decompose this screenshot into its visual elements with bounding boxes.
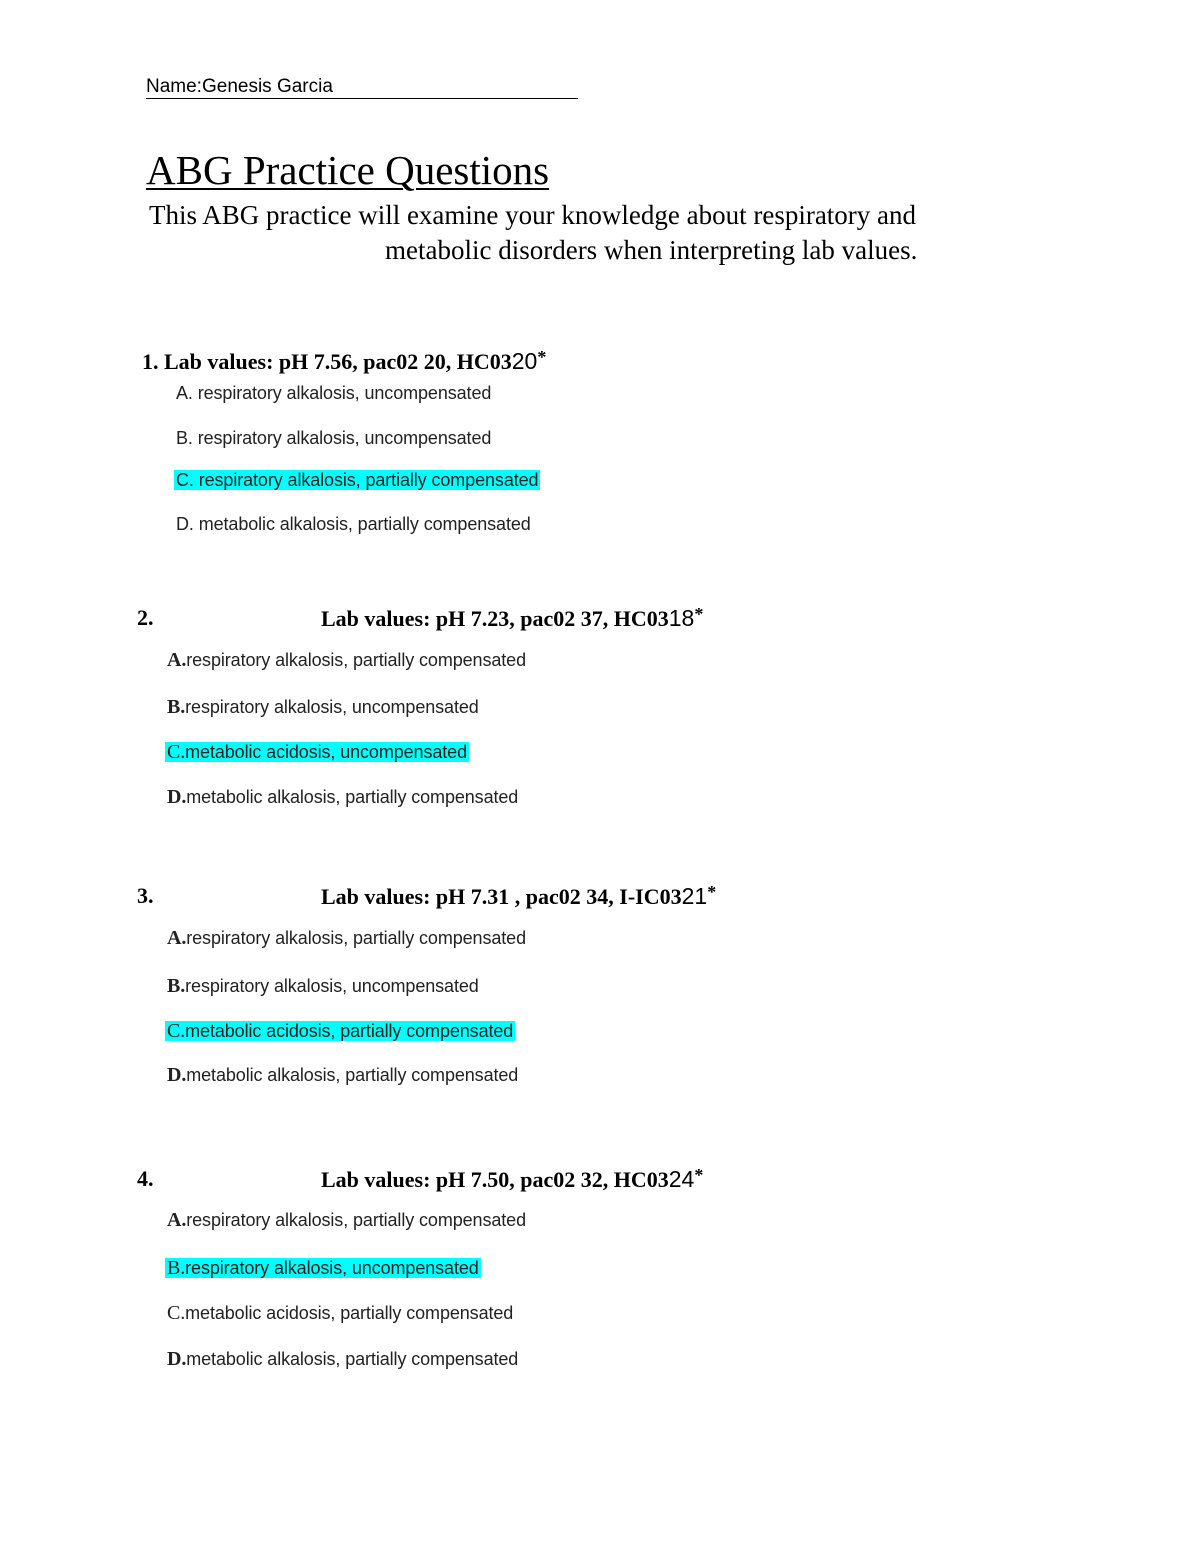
- question-1-option-c: [176, 468, 540, 493]
- question-3-star: *: [707, 882, 717, 902]
- question-2-option-a: [167, 648, 526, 673]
- question-1-option-a: [176, 381, 491, 406]
- question-1-stem: [142, 346, 546, 378]
- name-value: Genesis Garcia: [201, 76, 333, 97]
- option-text: respiratory alkalosis, partially compensated: [193, 470, 539, 490]
- intro-line-2: metabolic disorders when interpreting lab values.: [385, 235, 918, 265]
- question-2-option-b: [167, 695, 479, 720]
- question-4-star: *: [694, 1165, 704, 1185]
- question-3-option-c: [167, 1019, 515, 1044]
- option-letter: D.: [167, 786, 187, 808]
- question-3-prefix: Lab values: pH 7.31 , pac02 34, I-IC03: [321, 884, 682, 909]
- option-letter: A.: [167, 1209, 187, 1231]
- question-3-option-b: [167, 974, 479, 999]
- question-1-value: 20: [511, 348, 538, 374]
- question-2-stem: [321, 603, 703, 635]
- option-text: respiratory alkalosis, partially compensated: [186, 650, 527, 670]
- option-letter: C.: [176, 470, 194, 490]
- question-1-option-b: [176, 426, 491, 451]
- page-title: ABG Practice Questions: [146, 147, 550, 193]
- option-letter: D.: [167, 1348, 187, 1370]
- question-4-prefix: Lab values: pH 7.50, pac02 32, HC03: [321, 1167, 669, 1192]
- option-text: metabolic alkalosis, partially compensated: [186, 1065, 519, 1085]
- option-letter: C.: [167, 1020, 186, 1042]
- question-4-number: 4.: [137, 1166, 154, 1191]
- question-4-option-a: [167, 1208, 526, 1233]
- name-field: [146, 76, 578, 99]
- option-text: metabolic acidosis, uncompensated: [185, 742, 468, 762]
- question-1-number: 1.: [142, 349, 159, 374]
- option-text: metabolic alkalosis, partially compensated: [193, 514, 531, 534]
- option-letter: C.: [167, 1302, 186, 1324]
- question-4-option-c: [167, 1301, 513, 1326]
- question-1-prefix: Lab values: pH 7.56, pac02 20, HC03: [164, 349, 512, 374]
- question-2-prefix: Lab values: pH 7.23, pac02 37, HC03: [321, 606, 669, 631]
- option-text: respiratory alkalosis, uncompensated: [192, 383, 492, 403]
- option-text: respiratory alkalosis, partially compensated: [186, 928, 527, 948]
- selected-answer-highlight: [165, 1021, 515, 1041]
- option-letter: A.: [167, 927, 187, 949]
- question-2-number: 2.: [137, 605, 154, 630]
- option-text: respiratory alkalosis, uncompensated: [192, 428, 492, 448]
- question-1-star: *: [537, 347, 547, 367]
- question-3-option-d: [167, 1063, 518, 1088]
- question-2-option-d: [167, 785, 518, 810]
- option-letter: C.: [167, 741, 186, 763]
- question-3-stem: [321, 881, 716, 913]
- option-letter: D.: [167, 1064, 187, 1086]
- option-text: respiratory alkalosis, uncompensated: [185, 697, 479, 717]
- option-text: respiratory alkalosis, uncompensated: [185, 976, 479, 996]
- selected-answer-highlight: [165, 1258, 481, 1278]
- question-3-option-a: [167, 926, 526, 951]
- question-2-option-c: [167, 740, 469, 765]
- question-3-number: 3.: [137, 883, 154, 908]
- question-4-option-b: [167, 1256, 481, 1281]
- question-4-option-d: [167, 1347, 518, 1372]
- option-letter: D.: [176, 514, 194, 534]
- option-letter: B.: [167, 696, 186, 718]
- name-label: Name:: [146, 76, 202, 97]
- option-letter: B.: [167, 975, 186, 997]
- question-4-stem: [321, 1164, 703, 1196]
- intro-line-1: This ABG practice will examine your knowledge about respiratory and: [149, 200, 917, 230]
- option-text: metabolic acidosis, partially compensated: [185, 1021, 514, 1041]
- question-2-star: *: [694, 604, 704, 624]
- option-text: respiratory alkalosis, uncompensated: [185, 1258, 479, 1278]
- option-letter: A.: [176, 383, 193, 403]
- question-1-option-d: [176, 512, 531, 537]
- option-text: metabolic acidosis, partially compensated: [185, 1303, 514, 1323]
- selected-answer-highlight: [174, 470, 540, 490]
- option-text: metabolic alkalosis, partially compensated: [186, 1349, 519, 1369]
- selected-answer-highlight: [165, 742, 469, 762]
- option-letter: A.: [167, 649, 187, 671]
- option-letter: B.: [167, 1257, 186, 1279]
- question-2-value: 18: [668, 605, 695, 631]
- option-text: metabolic alkalosis, partially compensated: [186, 787, 519, 807]
- option-text: respiratory alkalosis, partially compensated: [186, 1210, 527, 1230]
- option-letter: B.: [176, 428, 193, 448]
- question-3-value: 21: [681, 883, 708, 909]
- question-4-value: 24: [668, 1166, 695, 1192]
